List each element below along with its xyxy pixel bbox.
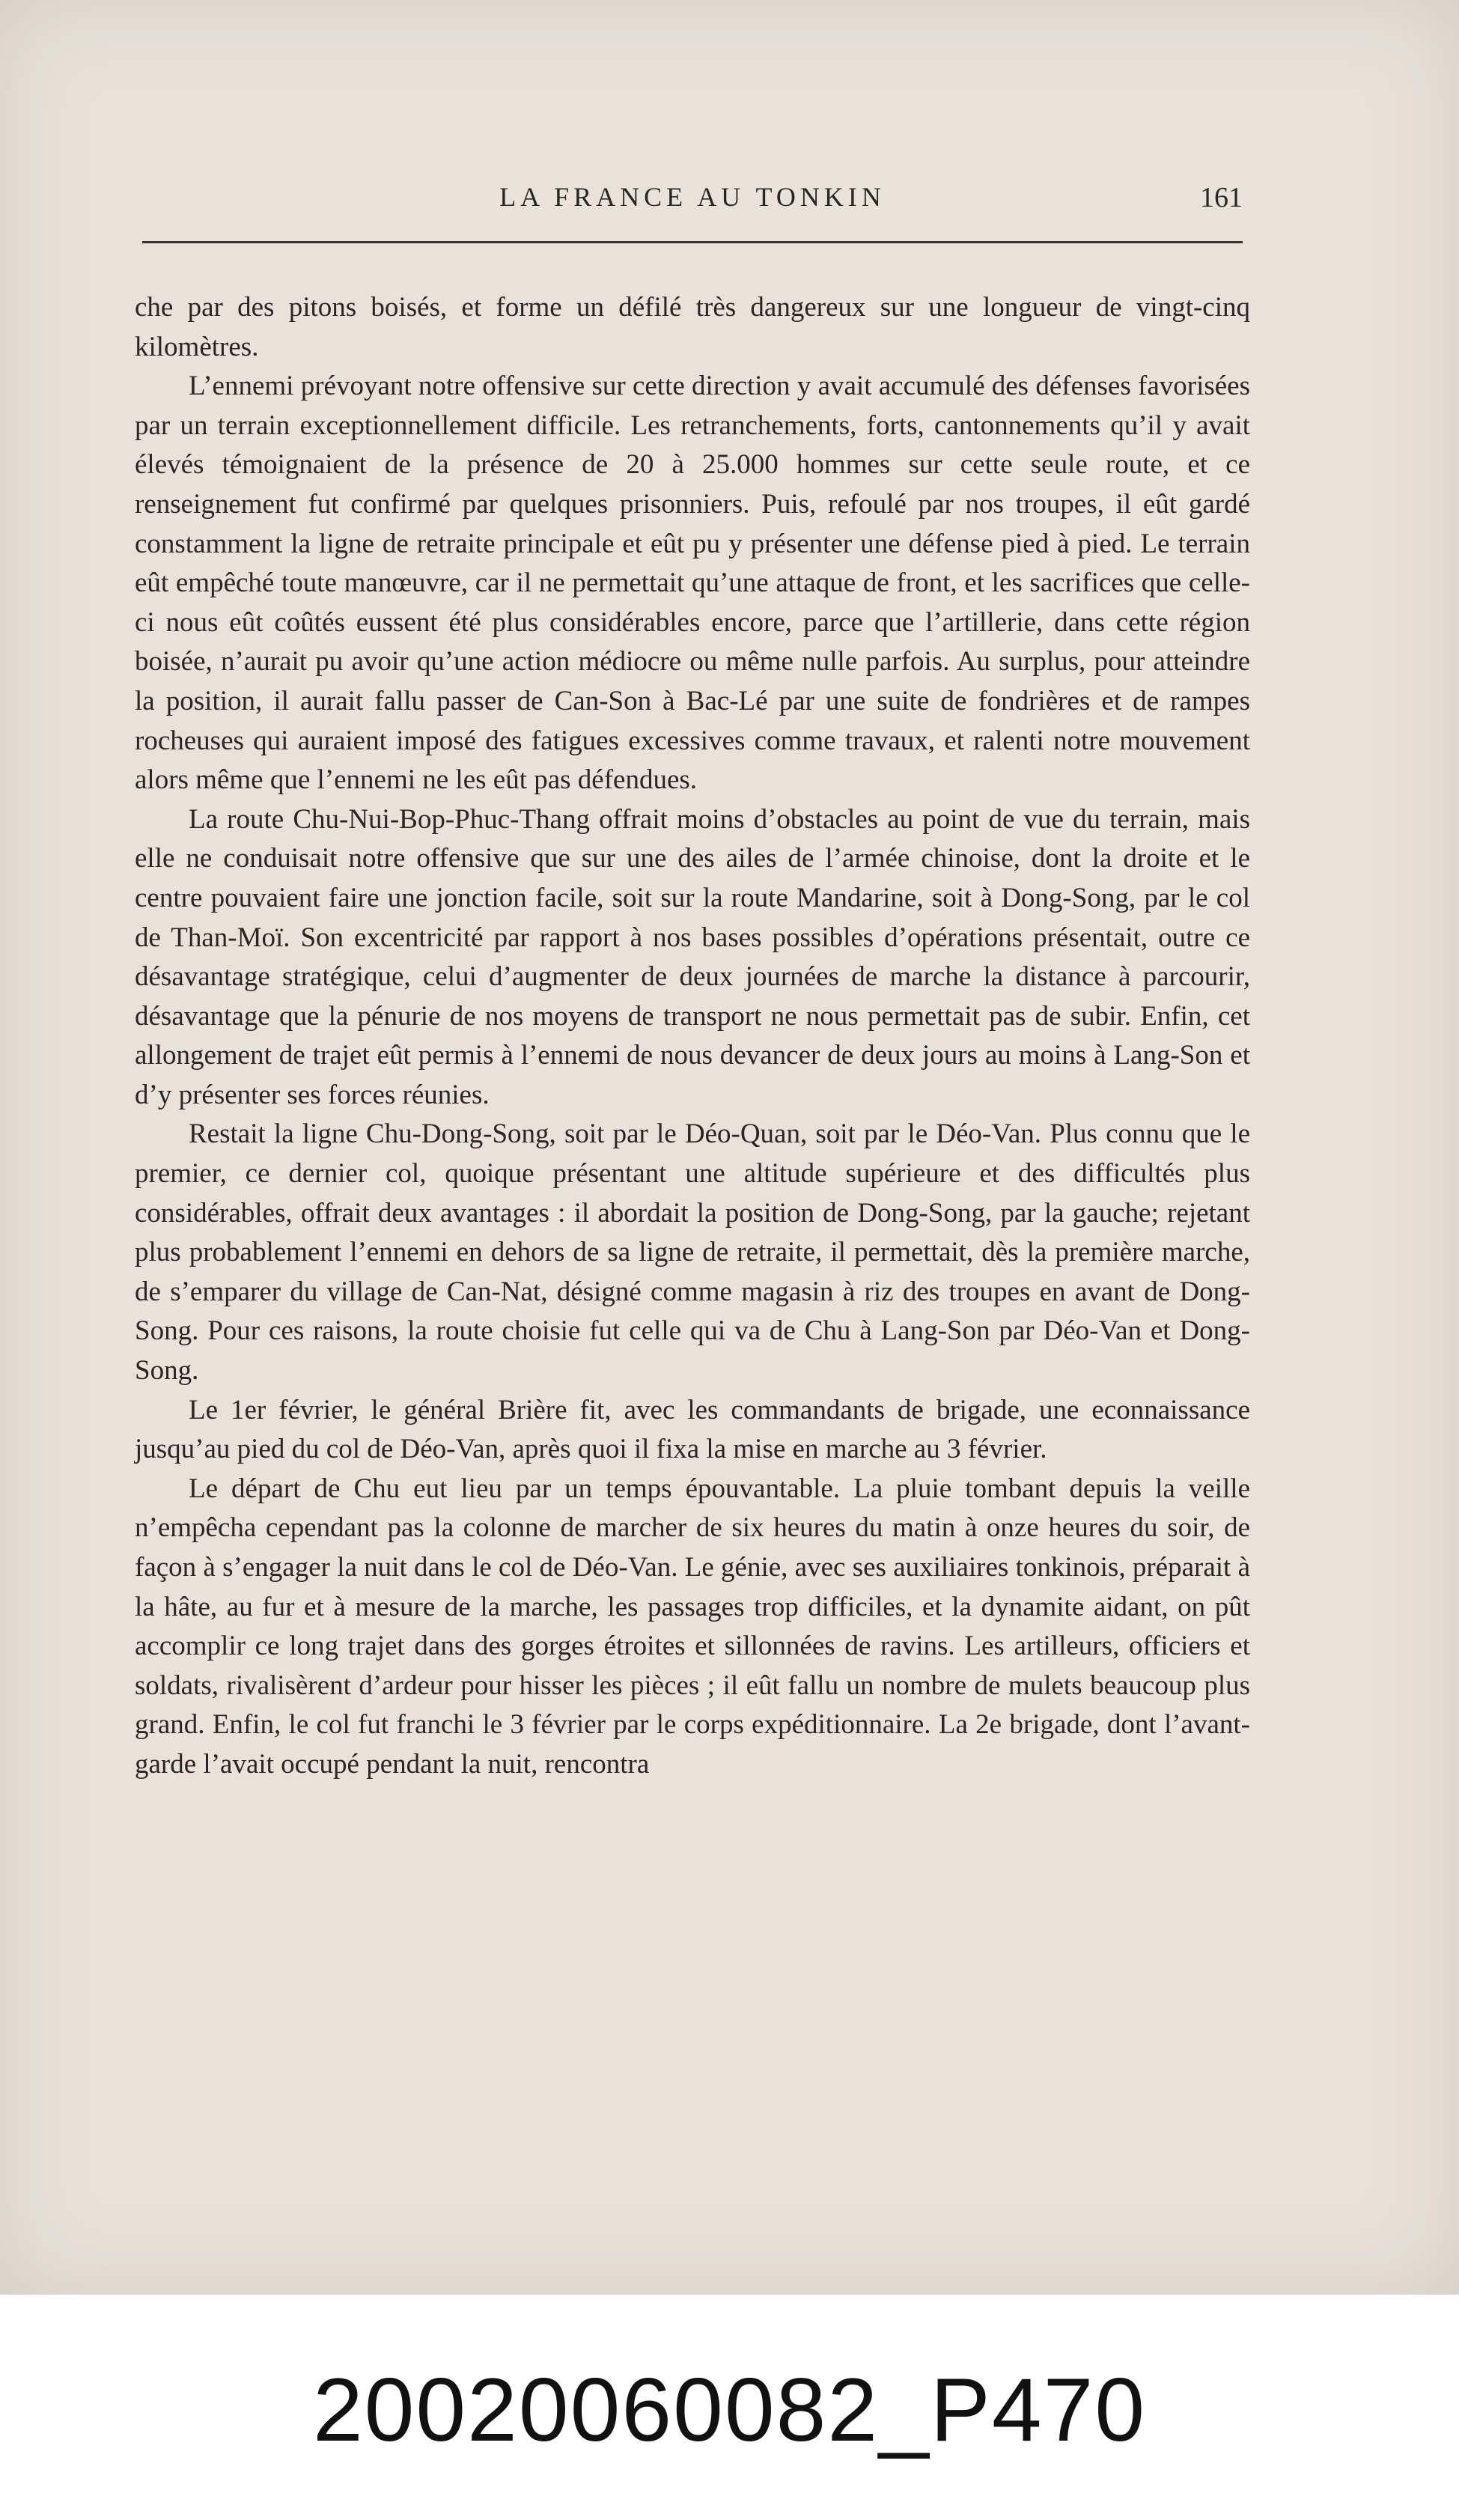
paragraph-4: Restait la ligne Chu-Dong-Song, soit par le Déo-Quan, soit par le Déo-Van. Plus connu que le premier, ce dernier col, quoique présentant une altitude supérieure et des difficultés plus considérables, offrait deux avantages : il abordait la position de Dong-Song, par la gauche; rejetant plus probablement l’ennemi en dehors de sa ligne de retraite, il permettait, dès la première marche, de s’emparer du village de Can-Nat, désigné comme magasin à riz des troupes en avant de Dong-Song. Pour ces raisons, la route choisie fut celle qui va de Chu à Lang-Son par Déo-Van et Dong-Song.	[135, 1119, 1250, 1387]
body-text	[135, 288, 1250, 1785]
page-number: 161	[1200, 182, 1243, 213]
running-title: LA FRANCE AU TONKIN	[499, 182, 886, 212]
paragraph-6: Le départ de Chu eut lieu par un temps épouvantable. La pluie tombant depuis la veille n’empêcha cependant pas la colonne de marcher de six heures du matin à onze heures du soir, de façon à s’engager la nuit dans le col de Déo-Van. Le génie, avec ses auxiliaires tonkinois, préparait à la hâte, au fur et à mesure de la marche, les passages trop difficiles, et la dynamite aidant, on pût accomplir ce long trajet dans des gorges étroites et sillonnées de ravins. Les artilleurs, officiers et soldats, rivalisèrent d’ardeur pour hisser les pièces ; il eût fallu un nombre de mulets beaucoup plus grand. Enfin, le col fut franchi le 3 février par le corps expéditionnaire. La 2e brigade, dont l’avant-garde l’avait occupé pendant la nuit, rencontra	[135, 1473, 1250, 1780]
reference-label: 20020060082_P470	[312, 2360, 1147, 2460]
paragraph-1: che par des pitons boisés, et forme un défilé très dangereux sur une longueur de vingt-cinq kilomètres.	[135, 292, 1250, 362]
page-header	[142, 181, 1243, 226]
paragraph-5: Le 1er février, le général Brière fit, avec les commandants de brigade, une econnaissance jusqu’au pied du col de Déo-Van, après quoi il fixa la mise en marche au 3 février.	[135, 1394, 1250, 1465]
paragraph-2: L’ennemi prévoyant notre offensive sur cette direction y avait accumulé des défenses favorisées par un terrain exceptionnellement difficile. Les retranchements, forts, cantonnements qu’il y avait élevés témoignaient de la présence de 20 à 25.000 hommes sur cette seule route, et ce renseignement fut confirmé par quelques prisonniers. Puis, refoulé par nos troupes, il eût gardé constamment la ligne de retraite principale et eût pu y présenter une défense pied à pied. Le terrain eût empêché toute manœuvre, car il ne permettait qu’une attaque de front, et les sacrifices que celle-ci nous eût coûtés eussent été plus considérables encore, parce que l’artillerie, dans cette région boisée, n’aurait pu avoir qu’une action médiocre ou même nulle parfois. Au surplus, pour atteindre la position, il aurait fallu passer de Can-Son à Bac-Lé par une suite de fondrières et de rampes rocheuses qui auraient imposé des fatigues excessives comme travaux, et ralenti notre mouvement alors même que l’ennemi ne les eût pas défendues.	[135, 371, 1250, 796]
header-rule	[142, 241, 1243, 243]
paragraph-3: La route Chu-Nui-Bop-Phuc-Thang offrait moins d’obstacles au point de vue du terrain, mais elle ne conduisait notre offensive que sur une des ailes de l’armée chinoise, dont la droite et le centre pouvaient faire une jonction facile, soit sur la route Mandarine, soit à Dong-Song, par le col de Than-Moï. Son excentricité par rapport à nos bases possibles d’opérations présentait, outre ce désavantage stratégique, celui d’augmenter de deux journées de marche la distance à parcourir, désavantage que la pénurie de nos moyens de transport ne nous permettait pas de subir. Enfin, cet allongement de trajet eût permis à l’ennemi de nous devancer de deux jours au moins à Lang-Son et d’y présenter ses forces réunies.	[135, 803, 1250, 1110]
